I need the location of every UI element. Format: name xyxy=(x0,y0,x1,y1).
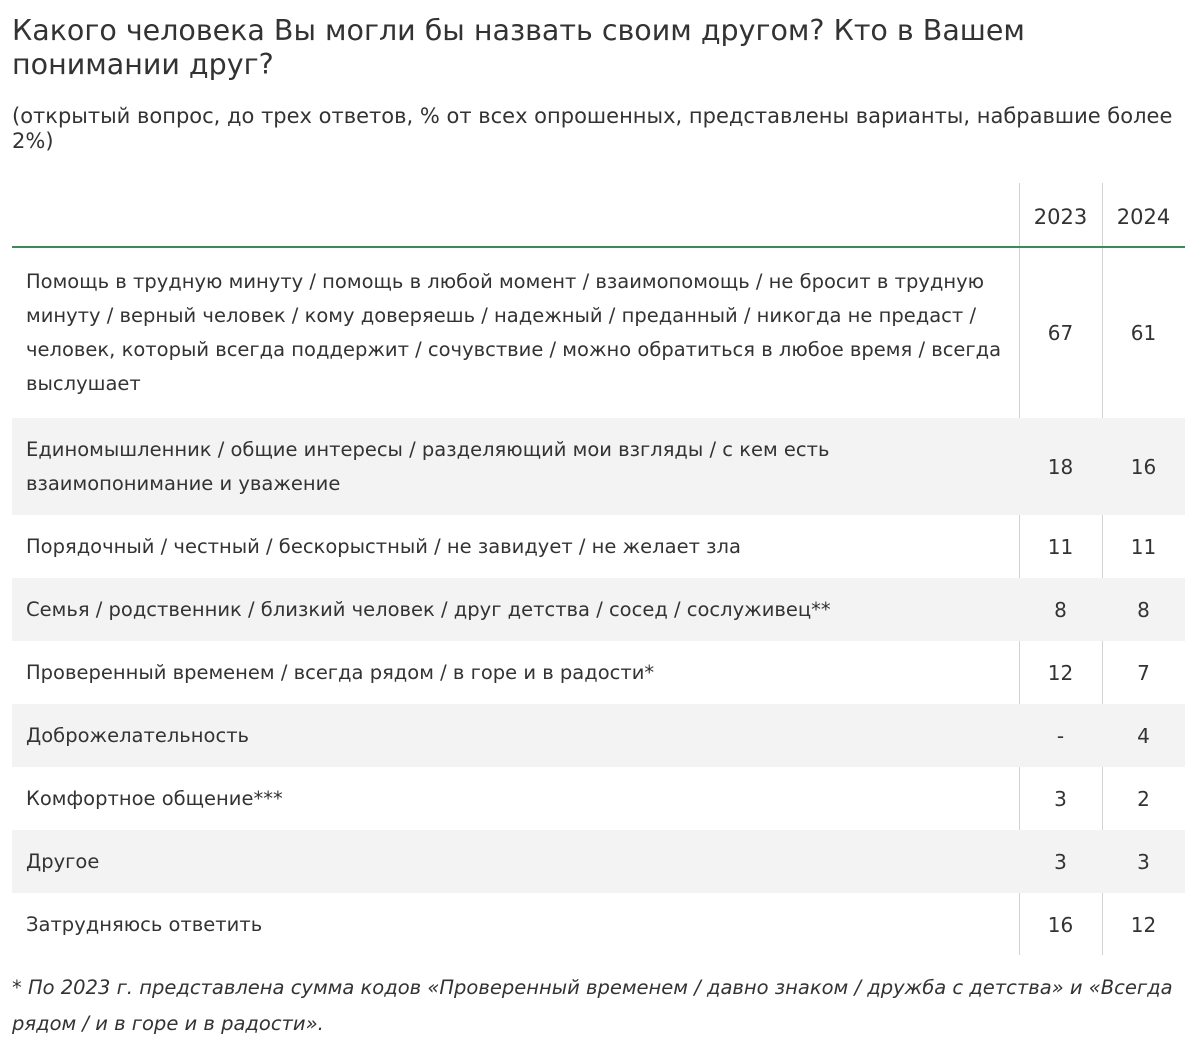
row-value-2024: 2 xyxy=(1137,786,1150,811)
row-label: Проверенный временем / всегда рядом / в горе и в радости* xyxy=(26,660,655,684)
row-label: Единомышленник / общие интересы / разделяющий мои взгляды / с кем есть взаимопонимание и уважение xyxy=(26,437,830,495)
row-value-2023: - xyxy=(1056,723,1065,748)
row-value-2024: 16 xyxy=(1130,454,1157,479)
footnote: * По 2023 г. представлена сумма кодов «Проверенный временем / давно знаком / дружба с детства» и «Всегда рядом / и в горе и в радости». xyxy=(12,976,1173,1035)
page-subtitle: (открытый вопрос, до трех ответов, % от всех опрошенных, представлены варианты, набравшие более 2%) xyxy=(12,104,1173,153)
row-label: Другое xyxy=(26,849,100,873)
row-value-2023: 12 xyxy=(1047,660,1074,685)
row-value-2023: 11 xyxy=(1047,534,1074,559)
row-value-2024: 3 xyxy=(1137,849,1150,874)
row-label: Затрудняюсь ответить xyxy=(26,912,263,936)
table-row xyxy=(12,767,1185,830)
row-value-2023: 67 xyxy=(1047,321,1074,345)
table-row xyxy=(12,418,1185,515)
row-value-2024: 12 xyxy=(1130,912,1157,937)
table-row xyxy=(12,515,1185,578)
table-row xyxy=(12,248,1185,418)
column-header-2023: 2023 xyxy=(1033,205,1088,229)
row-label: Комфортное общение*** xyxy=(26,786,283,810)
table-row xyxy=(12,704,1185,767)
row-value-2024: 61 xyxy=(1130,321,1157,345)
table-row xyxy=(12,641,1185,704)
row-value-2023: 18 xyxy=(1047,454,1074,479)
row-value-2024: 11 xyxy=(1130,534,1157,559)
table-header xyxy=(12,183,1185,248)
page-title: Какого человека Вы могли бы назвать своим другом? Кто в Вашем понимании друг? xyxy=(12,14,1025,81)
data-table xyxy=(12,183,1185,956)
row-value-2023: 8 xyxy=(1054,597,1067,622)
row-label: Помощь в трудную минуту / помощь в любой момент / взаимопомощь / не бросит в трудную минуту / верный человек / кому доверяешь / надежный / преданный / никогда не предаст / человек, который всегда поддержит / сочувствие / можно обратиться в любое время / всегда выслушает xyxy=(26,270,1002,395)
row-label: Порядочный / честный / бескорыстный / не завидует / не желает зла xyxy=(26,534,741,558)
table-row xyxy=(12,893,1185,956)
row-value-2023: 3 xyxy=(1054,849,1067,874)
row-label: Доброжелательность xyxy=(26,723,250,747)
row-value-2023: 16 xyxy=(1047,912,1074,937)
row-value-2024: 8 xyxy=(1137,597,1150,622)
row-label: Семья / родственник / близкий человек / друг детства / сосед / сослуживец** xyxy=(26,597,831,621)
row-value-2024: 4 xyxy=(1137,723,1150,748)
table-row xyxy=(12,578,1185,641)
column-header-2024: 2024 xyxy=(1116,205,1171,229)
table-row xyxy=(12,830,1185,893)
row-value-2024: 7 xyxy=(1137,660,1150,685)
row-value-2023: 3 xyxy=(1054,786,1067,811)
